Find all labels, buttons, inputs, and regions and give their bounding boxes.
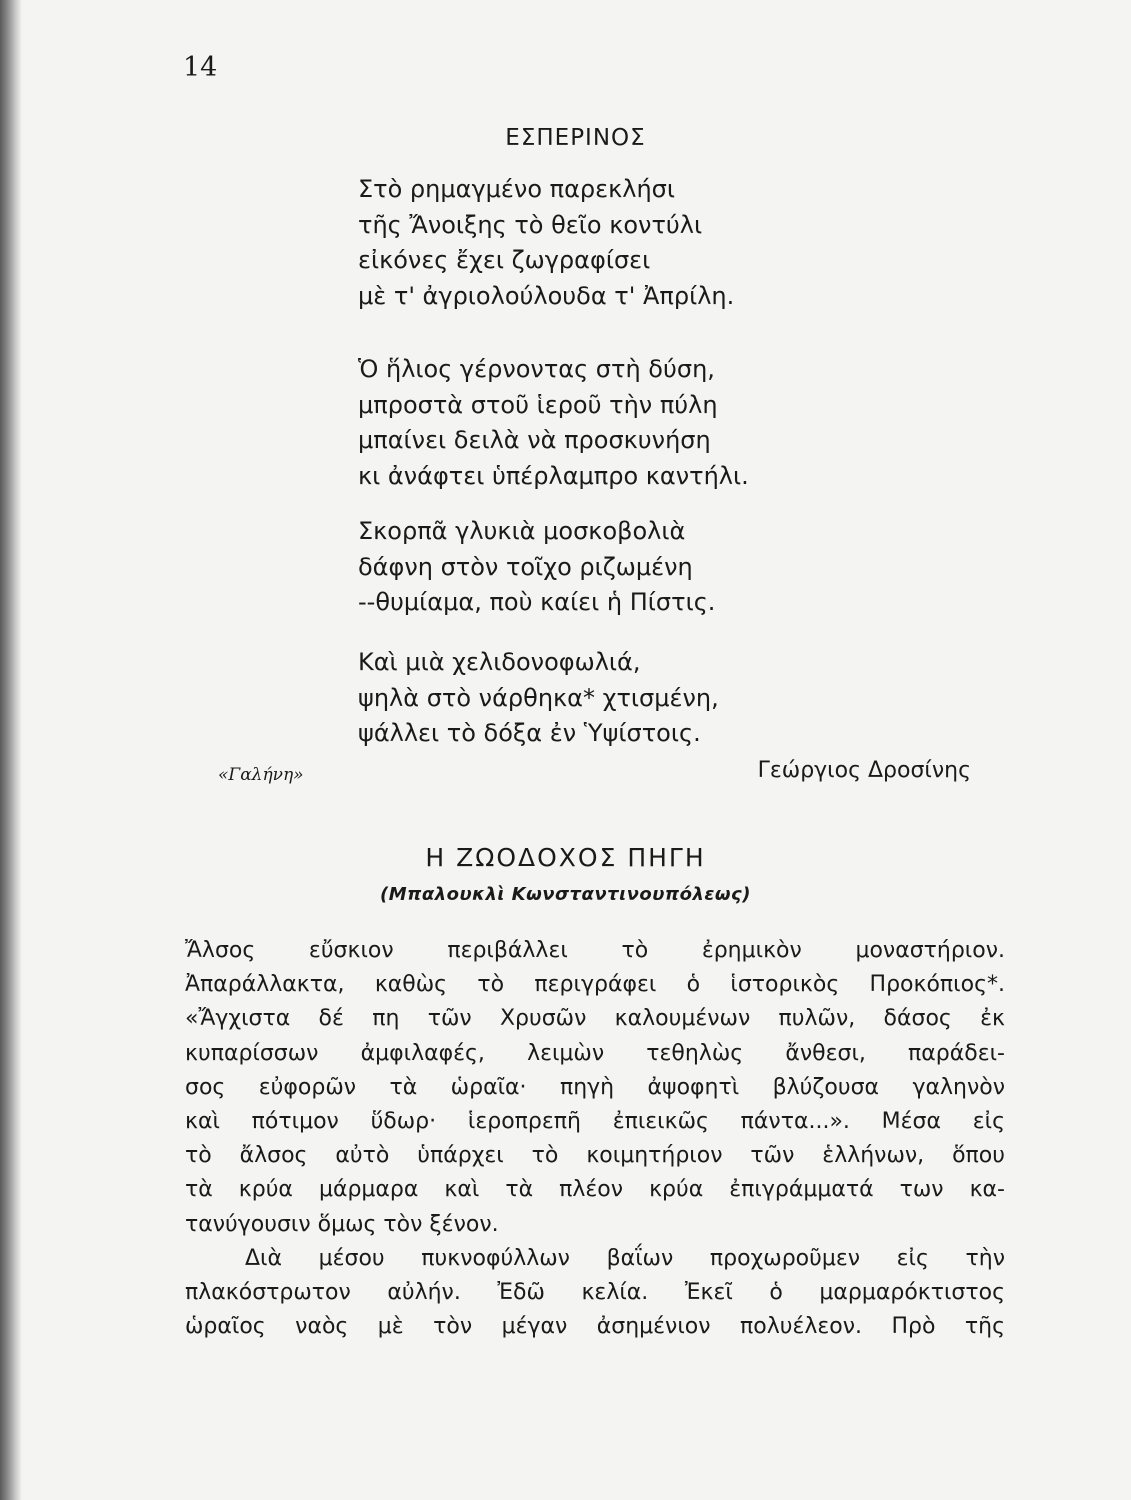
poem-line: μπροστὰ στοῦ ἱεροῦ τὴν πύλη xyxy=(358,390,718,419)
article-line: πλακόστρωτον αὐλήν. Ἐδῶ κελία. Ἐκεῖ ὁ μαρμαρόκτιστος xyxy=(185,1280,1005,1306)
article-line: κυπαρίσσων ἀμφιλαφές, λειμὼν τεθηλὼς ἄνθεσι, παράδει- xyxy=(185,1040,1005,1066)
article-line: σος εὐφορῶν τὰ ὡραῖα· πηγὴ ἀψοφητὶ βλύζουσα γαληνὸν xyxy=(185,1074,1005,1100)
article-line: Ἀπαράλλακτα, καθὼς τὸ περιγράφει ὁ ἱστορικὸς Προκόπιος*. xyxy=(185,972,1005,998)
poem-line: εἰκόνες ἔχει ζωγραφίσει xyxy=(358,246,651,274)
poem-line: ψάλλει τὸ δόξα ἐν Ὑψίστοις. xyxy=(358,719,701,747)
poem-line: δάφνη στὸν τοῖχο ριζωμένη xyxy=(358,552,693,581)
poem-line: Στὸ ρημαγμένο παρεκλήσι xyxy=(358,175,675,203)
poem-stanza xyxy=(358,352,878,494)
article-line: Διὰ μέσου πυκνοφύλλων βαΐων προχωροῦμεν εἰς τὴν xyxy=(245,1245,1005,1271)
page-number: 14 xyxy=(183,52,218,83)
poem-title: ΕΣΠΕΡΙΝΟΣ xyxy=(505,125,646,151)
article-line: Ἄλσος εὔσκιον περιβάλλει τὸ ἐρημικὸν μοναστήριον. xyxy=(185,938,1005,963)
poem-line: Ὁ ἥλιος γέρνοντας στὴ δύση, xyxy=(358,355,715,383)
article-line: τὰ κρύα μάρμαρα καὶ τὰ πλέον κρύα ἐπιγράμματά των κα- xyxy=(185,1177,1005,1203)
binding-shadow xyxy=(0,0,22,1500)
poem-line: τῆς Ἄνοιξης τὸ θεῖο κοντύλι xyxy=(358,210,703,239)
article-line: τὸ ἄλσος αὐτὸ ὑπάρχει τὸ κοιμητήριον τῶν ἑλλήνων, ὅπου xyxy=(185,1143,1005,1169)
poem-line: κι ἀνάφτει ὑπέρλαμπρο καντήλι. xyxy=(358,461,749,490)
poem-line: ψηλὰ στὸ νάρθηκα* χτισμένη, xyxy=(358,683,719,712)
poem-stanza xyxy=(358,645,878,752)
article-line: καὶ πότιμον ὕδωρ· ἱεροπρεπῆ ἐπιεικῶς πάντα...». Μέσα εἰς xyxy=(185,1109,1005,1135)
poem-author: Γεώργιος Δροσίνης xyxy=(757,758,971,783)
poem-stanza xyxy=(358,514,878,621)
poem-line: Σκορπᾶ γλυκιὰ μοσκοβολιὰ xyxy=(358,517,686,545)
poem-source: «Γαλήνη» xyxy=(218,765,304,785)
article-line: τανύγουσιν ὅμως τὸν ξένον. xyxy=(185,1211,499,1237)
poem-line: --θυμίαμα, ποὺ καίει ἡ Πίστις. xyxy=(358,588,716,616)
poem-line: μπαίνει δειλὰ νὰ προσκυνήση xyxy=(358,426,711,454)
article-line: «Ἄγχιστα δέ πη τῶν Χρυσῶν καλουμένων πυλῶν, δάσος ἐκ xyxy=(185,1006,1005,1032)
article-line: ὡραῖος ναὸς μὲ τὸν μέγαν ἀσημένιον πολυέλεον. Πρὸ τῆς xyxy=(185,1314,1005,1340)
article-subtitle: (Μπαλουκλὶ Κωνσταντινουπόλεως) xyxy=(380,884,751,905)
article-body xyxy=(185,934,1005,1344)
article-title: Η ΖΩΟΔΟΧΟΣ ΠΗΓΗ xyxy=(425,843,706,872)
poem-line: μὲ τ' ἀγριολούλουδα τ' Ἀπρίλη. xyxy=(358,281,735,310)
poem-line: Καὶ μιὰ χελιδονοφωλιά, xyxy=(358,648,641,676)
poem-stanza xyxy=(358,172,878,314)
